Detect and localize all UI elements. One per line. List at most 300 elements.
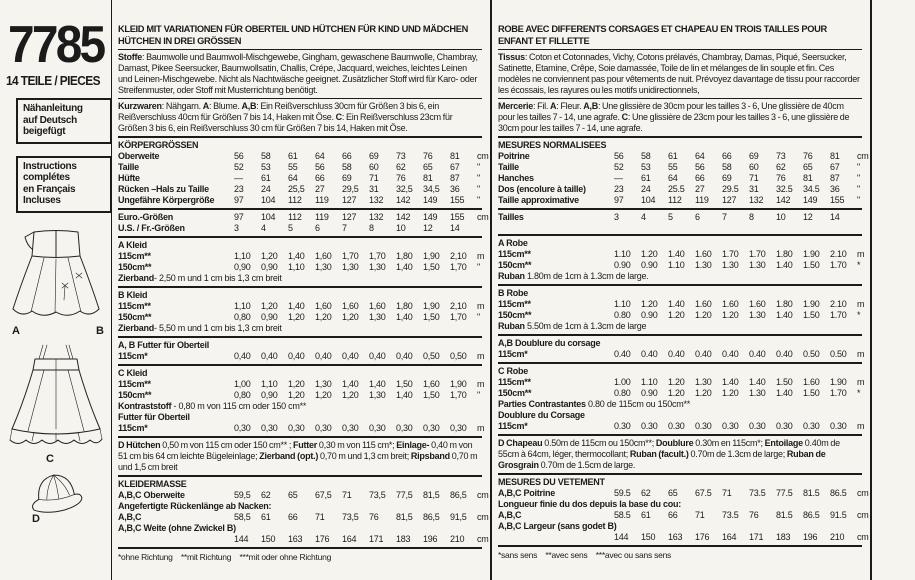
measurement-cell: 1.20 [641,299,658,309]
detail-line [498,271,862,282]
row-label: 150cm** [118,262,152,272]
row-label: 115cm* [498,349,528,359]
text-run: 0.50m de 115cm ou 150cm**; [542,438,656,448]
unit-cell: " [477,312,480,322]
measurement-cell: 2,10 [450,251,467,261]
measurement-cell: 144 [614,532,629,542]
unit-cell: cm [477,212,489,222]
text-run: : Blume. [209,101,242,111]
measurement-cell: 142 [396,212,411,222]
measurement-cell: 0,30 [423,423,440,433]
rule-divider [118,336,482,338]
measurement-cell: 1,30 [369,262,386,272]
measurement-cell: 1,50 [423,262,440,272]
measurement-cell: 58.5 [614,510,631,520]
measurement-cell: 1,60 [315,301,332,311]
detail-line [498,399,862,410]
measurement-cell: 1.50 [776,377,793,387]
row-label: U.S. / Fr.-Größen [118,223,185,233]
measurement-cell: 0.30 [668,421,685,431]
table-row [118,512,489,523]
measurement-cell: 69 [369,151,379,161]
unit-cell: cm [477,534,489,544]
measurement-cell: 104 [641,195,656,205]
bold-run: Parties Contrastantes [498,399,586,409]
text-run: 1.80m de 1cm à 1.3cm de large. [524,271,649,281]
measurement-cell: 1,10 [234,301,251,311]
measurement-cell: 1.30 [722,260,739,270]
bold-run: Kurzwaren [118,101,162,111]
german-box-line: Nähanleitung [23,103,83,114]
row-label: 115cm** [498,249,531,259]
measurement-cell: 1,40 [288,251,305,261]
measurement-cell: 1,70 [450,390,467,400]
measurement-cell: 91.5 [830,510,847,520]
measurement-cell: 0.30 [749,421,766,431]
table-row [118,223,482,234]
measurement-cell: 1.50 [803,260,820,270]
unit-cell: " [477,262,480,272]
row-label [118,534,234,545]
unit-cell: m [857,349,865,359]
unit-cell: " [477,184,480,194]
measurement-cell: 52 [614,162,624,172]
measurement-cell: 0,40 [369,351,386,361]
measurement-cell: 1.60 [695,249,712,259]
rule-divider [118,547,482,549]
text-run: : Fil. [533,101,550,111]
measurement-cell: 12 [423,223,433,233]
row-label: 150cm** [118,390,152,400]
measurement-cell: 81 [830,151,840,161]
table-section-heading: A Robe [498,238,528,248]
table-row [118,534,489,545]
rule-divider [118,236,482,238]
detail-line [118,401,482,412]
unit-cell: cm [857,488,869,498]
row-label: 115cm** [498,299,531,309]
measurement-cell: 1.80 [776,299,793,309]
bold-run: Mercerie [498,101,534,111]
text-run: : Ein Reißverschluss 23cm für Größen 3 bis 6, ein Reißverschluss 30 cm für Größen 7 bis 14, Haken mit Öse. [118,112,453,133]
measurement-cell: 1,50 [423,312,440,322]
measurement-cell: 62 [261,490,271,500]
measurement-cell: 1,30 [342,262,359,272]
row-label: Dos (encolure à taille) [498,184,586,194]
table-section-heading: A,B,C Weite (ohne Zwickel B) [118,523,236,533]
measurement-cell: 142 [396,195,411,205]
table-row [118,390,482,401]
measurement-cell: 66 [288,512,298,522]
measurement-cell: 56 [234,151,244,161]
unit-cell: " [857,162,860,172]
table-row [498,421,865,432]
measurement-cell: 0.50 [803,349,820,359]
measurement-cell: 164 [342,534,357,544]
measurement-cell: 1,20 [342,312,359,322]
table-section-heading: MESURES NORMALISEES [498,140,607,150]
sidebar [0,0,112,580]
measurement-cell: 73,5 [369,490,386,500]
measurement-cell: 1.30 [749,260,766,270]
measurement-cell: 1,80 [396,301,413,311]
measurement-cell: 132 [369,195,384,205]
table-row [118,423,485,434]
unit-cell: m [477,301,485,311]
measurement-cell: 0.40 [695,349,712,359]
rule-divider [118,136,482,138]
row-label: Hanches [498,173,534,183]
rule-divider [118,475,482,477]
spacer [498,223,862,232]
measurement-cell: 1.20 [668,310,685,320]
measurement-cell: 1.50 [803,310,820,320]
measurement-cell: 150 [641,532,656,542]
measurement-cell: 0,90 [261,262,278,272]
measurement-cell: 10 [396,223,406,233]
measurement-cell: 60 [749,162,759,172]
measurement-cell: 25.5 [668,184,685,194]
text-run: 0.70m de 1.5cm de large. [538,460,636,470]
measurement-cell: 71 [369,173,379,183]
measurement-cell: 1,80 [396,251,413,261]
text-run: 0.40m de 55cm à 64cm, léger, thermocollant; [498,438,840,459]
measurement-cell: 119 [695,195,709,205]
rule-divider [498,362,862,364]
table-row [118,195,482,206]
unit-cell: " [857,184,860,194]
measurement-cell: 1,10 [261,379,278,389]
measurement-cell: 1.50 [803,388,820,398]
measurement-cell: 67,5 [315,490,332,500]
measurement-cell: 112 [288,212,302,222]
table-section-heading: A,B,C Largeur (sans godet B) [498,521,617,531]
rule-divider [498,284,862,286]
measurement-cell: 0.40 [749,349,766,359]
rule-divider [498,334,862,336]
measurement-cell: 64 [695,151,705,161]
row-label: Taille approximative [498,195,579,205]
measurement-cell: 1.30 [695,260,712,270]
text-run: : Baumwolle und Baumwoll-Mischgewebe, Gingham, gewaschene Baumwolle, Chambray, Damast, Pikee Seersucker, Baumwollsatin, Challis, Crépe, Jacquard, weiches, leichtes Leinen und Leinen-Mischgewebe. Nicht als Nachtwäsche geeignet. Zusätzlicher Stoff wird für Karo- oder Streifenmuster, oder Stoff mit Musterrichtung benötigt. [118,52,478,95]
measurement-cell: 76 [396,173,406,183]
bold-run: Stoffe [118,52,142,62]
measurement-cell: 4 [261,223,266,233]
measurement-cell: 0.80 [614,388,631,398]
row-label: 115cm* [118,351,148,361]
measurement-cell: 62 [396,162,406,172]
bold-run: Entoilage [764,438,803,448]
measurement-cell: 155 [450,212,465,222]
row-label: Hüfte [118,173,140,183]
measurement-cell: 73 [776,151,786,161]
measurement-cell: 1,20 [261,301,278,311]
text-run: : Coton et Cotonnades, Vichy, Cotons prélavés, Chambray, Damas, Piqué, Seersucker, Satinette, Etamine, Crêpe, Soie damassée, Toile de lin et mélanges de lin souple et fin. Ces modèles ne conviennent pas pour vêtements de nuit. Prévoyez davantage de tissu pour raccorder les écossais, les rayures ou les motifs unidirectionnels, [498,52,860,95]
table-section-heading: KLEIDERMASSE [118,479,187,489]
measurement-cell: 1.20 [695,388,712,398]
measurement-cell: 56 [695,162,705,172]
measurement-cell: 73 [396,151,406,161]
measurement-cell: 1,40 [369,379,386,389]
measurement-cell: 6 [315,223,320,233]
measurement-cell: 32.5 [776,184,793,194]
bold-run: Ruban [498,321,525,331]
table-row [118,173,482,184]
unit-cell: m [857,299,865,309]
text-run: : Une glissière de 23cm pour les tailles 3 - 6, une glissière de 30cm pour les tailles 7 - 14, une agrafe. [498,112,850,133]
text-run: 0,70 m und 1,5 cm breit [118,451,478,472]
measurement-cell: 0.90 [641,260,658,270]
french-box-line: Incluses [23,195,61,206]
measurement-cell: 64 [288,173,298,183]
table-row [118,312,482,323]
table-row [498,532,869,543]
measurement-cell: 210 [450,534,465,544]
measurement-cell: 81.5 [776,510,793,520]
measurement-cell: 86.5 [803,510,820,520]
detail-line [498,321,862,332]
footnote: *sans sens **avec sens ***avec ou sans sens [498,550,672,560]
paragraph [498,438,862,471]
measurement-cell: 1.70 [722,249,739,259]
measurement-cell: — [234,173,243,183]
measurement-cell: 61 [668,151,678,161]
measurement-cell: 0,90 [234,262,251,272]
measurement-cell: 64 [668,173,678,183]
measurement-cell: 127 [342,195,357,205]
measurement-cell: 71 [342,490,352,500]
measurement-cell: 69 [722,173,732,183]
table-row [498,310,862,321]
measurement-cell: 24 [261,184,271,194]
measurement-cell: 0.90 [641,310,658,320]
measurement-cell: 127 [722,195,737,205]
measurement-cell: 1,20 [288,390,305,400]
measurement-cell: 14 [450,223,460,233]
measurement-cell: 66 [695,173,705,183]
measurement-cell: 0,40 [261,351,278,361]
measurement-cell: 1.20 [695,310,712,320]
measurement-cell: 2.10 [830,249,847,259]
measurement-cell: 86,5 [450,490,467,500]
measurement-cell: 7 [722,212,727,222]
rule-divider [118,436,482,438]
table-row [498,299,865,310]
measurement-cell: 0.30 [614,421,631,431]
measurement-cell: 6 [695,212,700,222]
measurement-cell: 1,40 [396,390,413,400]
table-row [118,351,485,362]
measurement-cell: 81,5 [396,512,413,522]
measurement-cell: 55 [668,162,678,172]
measurement-cell: — [614,173,623,183]
measurement-cell: 1,70 [450,312,467,322]
measurement-cell: 0,40 [288,351,305,361]
rule-divider [498,136,862,138]
measurement-cell: 61 [288,151,298,161]
measurement-cell: 1,60 [423,379,440,389]
measurement-cell: 76 [749,510,759,520]
row-label: A,B,C [118,512,142,522]
measurement-cell: 0.30 [722,421,739,431]
measurement-cell: 132 [369,212,384,222]
measurement-cell: 196 [423,534,438,544]
measurement-cell: 171 [369,534,384,544]
measurement-cell: 59.5 [614,488,631,498]
measurement-cell: 0,40 [315,351,332,361]
measurement-cell: 0.40 [641,349,658,359]
measurement-cell: 61 [641,510,651,520]
bold-run: Doublure [655,438,694,448]
measurement-cell: 76 [423,151,433,161]
measurement-cell: 66 [722,151,732,161]
measurement-cell: 1.20 [668,388,685,398]
measurement-cell: 0,90 [261,390,278,400]
measurement-cell: 0,80 [234,312,251,322]
table-row [498,184,862,195]
measurement-cell: 29.5 [722,184,739,194]
text-run: 0,30 m von 115 cm*; [317,440,397,450]
measurement-cell: 0,30 [288,423,305,433]
measurement-cell: 0,30 [450,423,467,433]
table-row [118,490,489,501]
measurement-cell: 210 [830,532,845,542]
measurement-cell: 27 [695,184,705,194]
measurement-cell: 0,40 [234,351,251,361]
measurement-cell: 196 [803,532,818,542]
unit-cell: m [477,379,485,389]
measurement-cell: 65 [803,162,813,172]
measurement-cell: 71 [749,173,759,183]
measurement-cell: 1,40 [288,301,305,311]
view-label-b: B [96,324,104,337]
french-language-box [16,156,112,213]
measurement-cell: 1.30 [749,388,766,398]
measurement-cell: 0.40 [614,349,631,359]
measurement-cell: 1.40 [722,377,739,387]
measurement-cell: 1.60 [695,299,712,309]
bold-run: A [202,101,209,111]
unit-cell: * [857,310,861,320]
bold-run: Kontraststoff [118,401,172,411]
text-run: : Une glissière de 30cm pour les tailles 3 - 6, Une glissière de 40cm pour les tailles 7 - 14, une agrafe. [498,101,844,122]
measurement-cell: 104 [261,195,276,205]
bold-run: A,B [241,101,257,111]
measurement-cell: 59,5 [234,490,251,500]
row-label: Taille [498,162,519,172]
text-run: 0,40 m von 51 cm bis 64 cm leichte Bügeleinlage; [118,440,473,461]
pattern-number: 7785 [8,16,104,74]
row-label [498,532,614,543]
measurement-cell: 31 [369,184,379,194]
measurement-cell: 77,5 [396,490,413,500]
measurement-cell: 1,90 [450,379,467,389]
table-row [498,388,862,399]
bold-run: Ruban de Grosgrain [498,449,826,470]
table-section-heading: Futter für Oberteil [118,412,190,422]
measurement-cell: 163 [668,532,683,542]
row-label: Tailles [498,212,524,222]
table-row [498,249,865,260]
measurement-cell: 1,50 [423,390,440,400]
measurement-cell: 1.20 [668,377,685,387]
measurement-cell: 97 [234,212,244,222]
measurement-cell: 76 [369,512,379,522]
rule-divider [498,473,862,475]
measurement-cell: 5 [668,212,673,222]
measurement-cell: 1,50 [396,379,413,389]
row-label: 115cm** [498,377,531,387]
measurement-cell: 1,30 [315,379,332,389]
measurement-cell: 1,60 [315,251,332,261]
measurement-cell: 1,60 [369,301,386,311]
measurement-cell: 71 [722,488,732,498]
measurement-cell: 64 [315,151,325,161]
measurement-cell: 150 [261,534,276,544]
view-label-d: D [32,512,40,525]
german-language-box [16,98,112,144]
view-label-c: C [46,452,54,465]
measurement-cell: 12 [803,212,813,222]
paragraph [498,101,862,134]
measurement-cell: 34,5 [423,184,440,194]
measurement-cell: 58 [342,162,352,172]
measurement-cell: 0,50 [450,351,467,361]
measurement-cell: 1,10 [234,251,251,261]
table-section-heading: MESURES DU VETEMENT [498,477,605,487]
table-row [498,162,862,173]
measurement-cell: 0.30 [830,421,847,431]
measurement-cell: 71 [315,512,325,522]
measurement-cell: 1.40 [749,377,766,387]
unit-cell: m [857,377,865,387]
table-row [498,510,869,521]
measurement-cell: 0,80 [234,390,251,400]
bold-run: D Chapeau [498,438,543,448]
measurement-cell: 61 [261,173,271,183]
measurement-cell: 0,30 [342,423,359,433]
table-section-heading: C Kleid [118,368,148,378]
measurement-cell: 155 [450,195,465,205]
measurement-cell: 1.10 [668,260,685,270]
measurement-cell: 1.00 [614,377,631,387]
measurement-cell: 1,30 [369,390,386,400]
measurement-cell: 56 [315,162,325,172]
bold-run: Ruban [498,271,525,281]
measurement-cell: 7 [342,223,347,233]
measurement-cell: 1,60 [342,301,359,311]
table-row [498,195,862,206]
measurement-cell: 27 [315,184,325,194]
unit-cell: * [857,388,861,398]
row-label: Rücken –Hals zu Taille [118,184,209,194]
measurement-cell: 73.5 [749,488,766,498]
rule-divider [498,98,862,99]
measurement-cell: 119 [315,212,329,222]
measurement-cell: 142 [776,195,791,205]
bold-run: D Hütchen [118,440,161,450]
table-row [498,349,865,360]
row-label: Ungefähre Körpergröße [118,195,215,205]
measurement-cell: 69 [749,151,759,161]
measurement-cell: 149 [803,195,818,205]
bold-run: A,B [583,101,598,111]
measurement-cell: 2,10 [450,301,467,311]
text-run: - 5,50 m und 1 cm bis 1,3 cm breit [154,323,282,333]
table-section-heading: A Kleid [118,240,147,250]
measurement-cell: 36 [830,184,840,194]
unit-cell: cm [857,151,869,161]
